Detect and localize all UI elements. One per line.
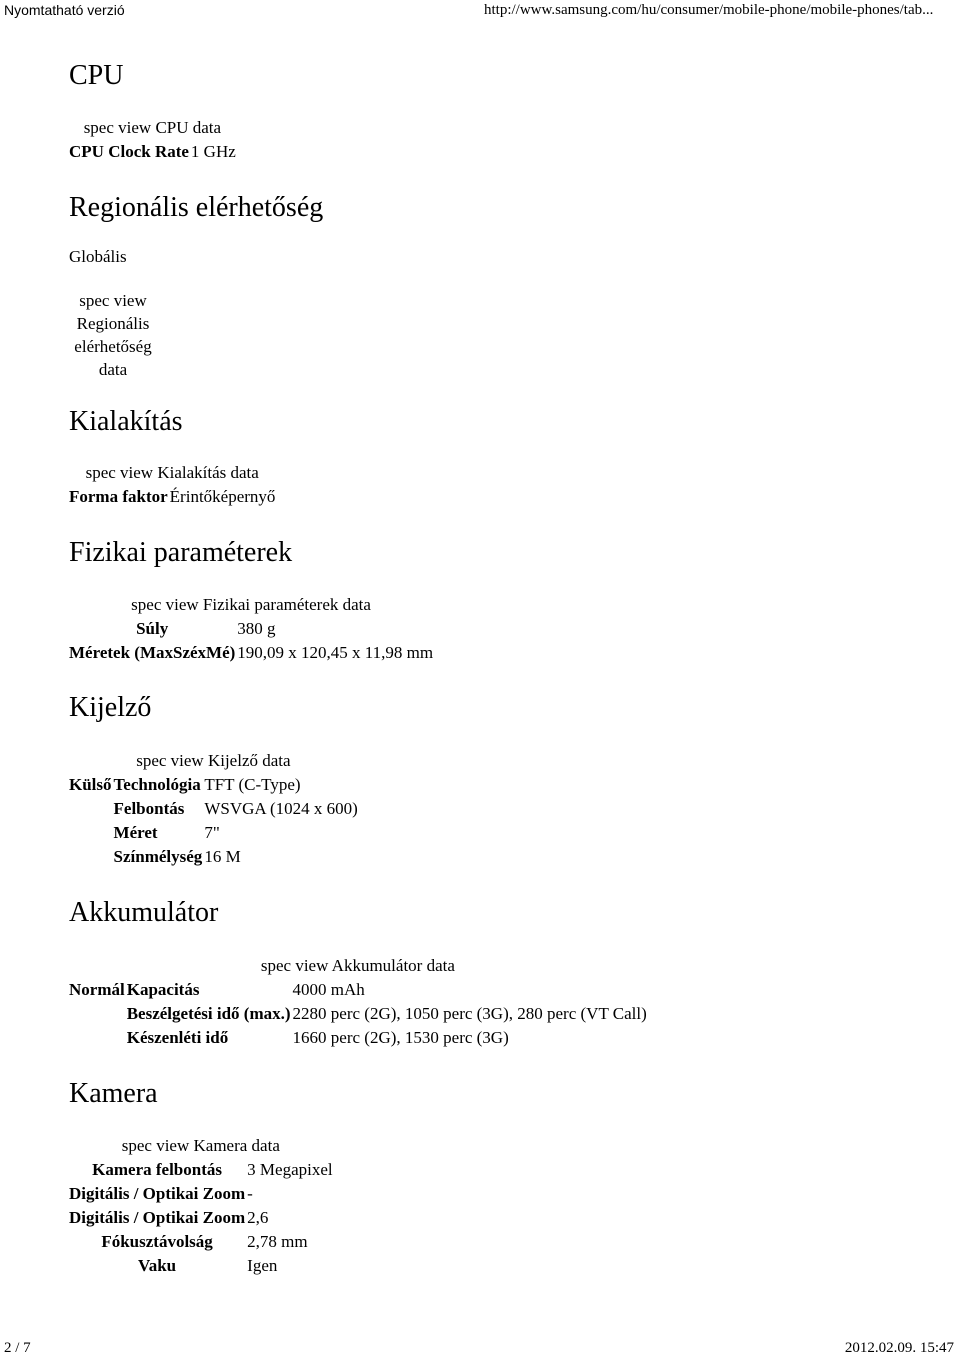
table-row bbox=[69, 1026, 647, 1050]
table-row bbox=[69, 1206, 333, 1230]
spec-value: 7" bbox=[204, 823, 220, 842]
spec-label: Vaku bbox=[138, 1256, 177, 1275]
spec-value: - bbox=[247, 1184, 253, 1203]
section-title-battery: Akkumulátor bbox=[69, 897, 219, 928]
table-row bbox=[69, 641, 433, 665]
spec-caption-battery: spec view Akkumulátor data bbox=[260, 956, 455, 975]
spec-value: 1660 perc (2G), 1530 perc (3G) bbox=[292, 1028, 509, 1047]
spec-value: 2,78 mm bbox=[247, 1232, 308, 1251]
spec-label: CPU Clock Rate bbox=[69, 142, 189, 161]
table-row bbox=[69, 1002, 647, 1026]
spec-value: 380 g bbox=[237, 619, 276, 638]
spec-value: TFT (C-Type) bbox=[204, 775, 301, 794]
spec-table-design bbox=[69, 461, 275, 509]
spec-caption-physical: spec view Fizikai paraméterek data bbox=[131, 595, 371, 614]
spec-label: Beszélgetési idő (max.) bbox=[126, 1004, 291, 1023]
section-title-cpu: CPU bbox=[69, 60, 124, 91]
spec-label: Színmélység bbox=[113, 847, 203, 866]
spec-table-physical bbox=[69, 593, 433, 665]
spec-value: WSVGA (1024 x 600) bbox=[204, 799, 358, 818]
spec-table-display bbox=[69, 749, 358, 869]
spec-label: Technológia bbox=[113, 775, 201, 794]
spec-value: 16 M bbox=[204, 847, 241, 866]
regional-text: Globális bbox=[69, 247, 127, 266]
print-datetime: 2012.02.09. 15:47 bbox=[844, 1340, 954, 1356]
print-footer bbox=[0, 1340, 960, 1357]
table-row bbox=[69, 773, 358, 797]
spec-label: Készenléti idő bbox=[126, 1028, 229, 1047]
table-row bbox=[69, 617, 433, 641]
spec-value: 3 Megapixel bbox=[247, 1160, 333, 1179]
spec-label: Méret bbox=[113, 823, 158, 842]
table-row bbox=[69, 140, 236, 164]
spec-caption-cpu: spec view CPU data bbox=[83, 118, 222, 137]
spec-label: Kamera felbontás bbox=[92, 1160, 222, 1179]
spec-caption-regional bbox=[69, 289, 157, 381]
spec-value: 2280 perc (2G), 1050 perc (3G), 280 perc (VT Call) bbox=[292, 1004, 647, 1023]
spec-value: 4000 mAh bbox=[292, 980, 365, 999]
spec-label: Forma faktor bbox=[69, 487, 168, 506]
table-row bbox=[69, 1158, 333, 1182]
spec-value: Érintőképernyő bbox=[169, 487, 276, 506]
section-title-regional: Regionális elérhetőség bbox=[69, 192, 324, 223]
caption-line: Regionális bbox=[76, 314, 150, 333]
spec-table-battery bbox=[69, 954, 647, 1050]
spec-caption-display: spec view Kijelző data bbox=[136, 751, 291, 770]
spec-table-camera bbox=[69, 1134, 333, 1278]
spec-label: Digitális / Optikai Zoom bbox=[69, 1184, 246, 1203]
spec-caption-camera: spec view Kamera data bbox=[121, 1136, 280, 1155]
section-title-camera: Kamera bbox=[69, 1078, 158, 1109]
spec-value: 190,09 x 120,45 x 11,98 mm bbox=[237, 643, 434, 662]
spec-table-cpu bbox=[69, 116, 236, 164]
spec-label: Méretek (MaxSzéxMé) bbox=[69, 643, 236, 662]
table-row bbox=[69, 1230, 333, 1254]
spec-caption-design: spec view Kialakítás data bbox=[85, 463, 259, 482]
page-url: http://www.samsung.com/hu/consumer/mobile-phone/mobile-phones/tab... bbox=[484, 2, 934, 18]
section-title-display: Kijelző bbox=[69, 692, 152, 723]
caption-line: elérhetőség bbox=[74, 337, 152, 356]
spec-label: Felbontás bbox=[113, 799, 185, 818]
spec-group-label: Külső bbox=[69, 775, 112, 794]
table-row bbox=[69, 1182, 333, 1206]
spec-group-label: Normál bbox=[69, 980, 125, 999]
spec-label: Digitális / Optikai Zoom bbox=[69, 1208, 246, 1227]
caption-line: data bbox=[98, 360, 128, 379]
print-header bbox=[0, 0, 960, 22]
table-row bbox=[69, 978, 647, 1002]
spec-value: 1 GHz bbox=[190, 142, 236, 161]
spec-value: Igen bbox=[247, 1256, 278, 1275]
section-title-design: Kialakítás bbox=[69, 406, 183, 437]
spec-label: Súly bbox=[136, 619, 169, 638]
spec-value: 2,6 bbox=[247, 1208, 269, 1227]
caption-line: spec view bbox=[79, 291, 147, 310]
spec-label: Fókusztávolság bbox=[101, 1232, 213, 1251]
table-row bbox=[69, 1254, 333, 1278]
spec-label: Kapacitás bbox=[126, 980, 200, 999]
printable-version-label: Nyomtatható verzió bbox=[4, 2, 125, 18]
page-number: 2 / 7 bbox=[4, 1340, 31, 1356]
table-row bbox=[69, 485, 275, 509]
section-title-physical: Fizikai paraméterek bbox=[69, 537, 293, 568]
